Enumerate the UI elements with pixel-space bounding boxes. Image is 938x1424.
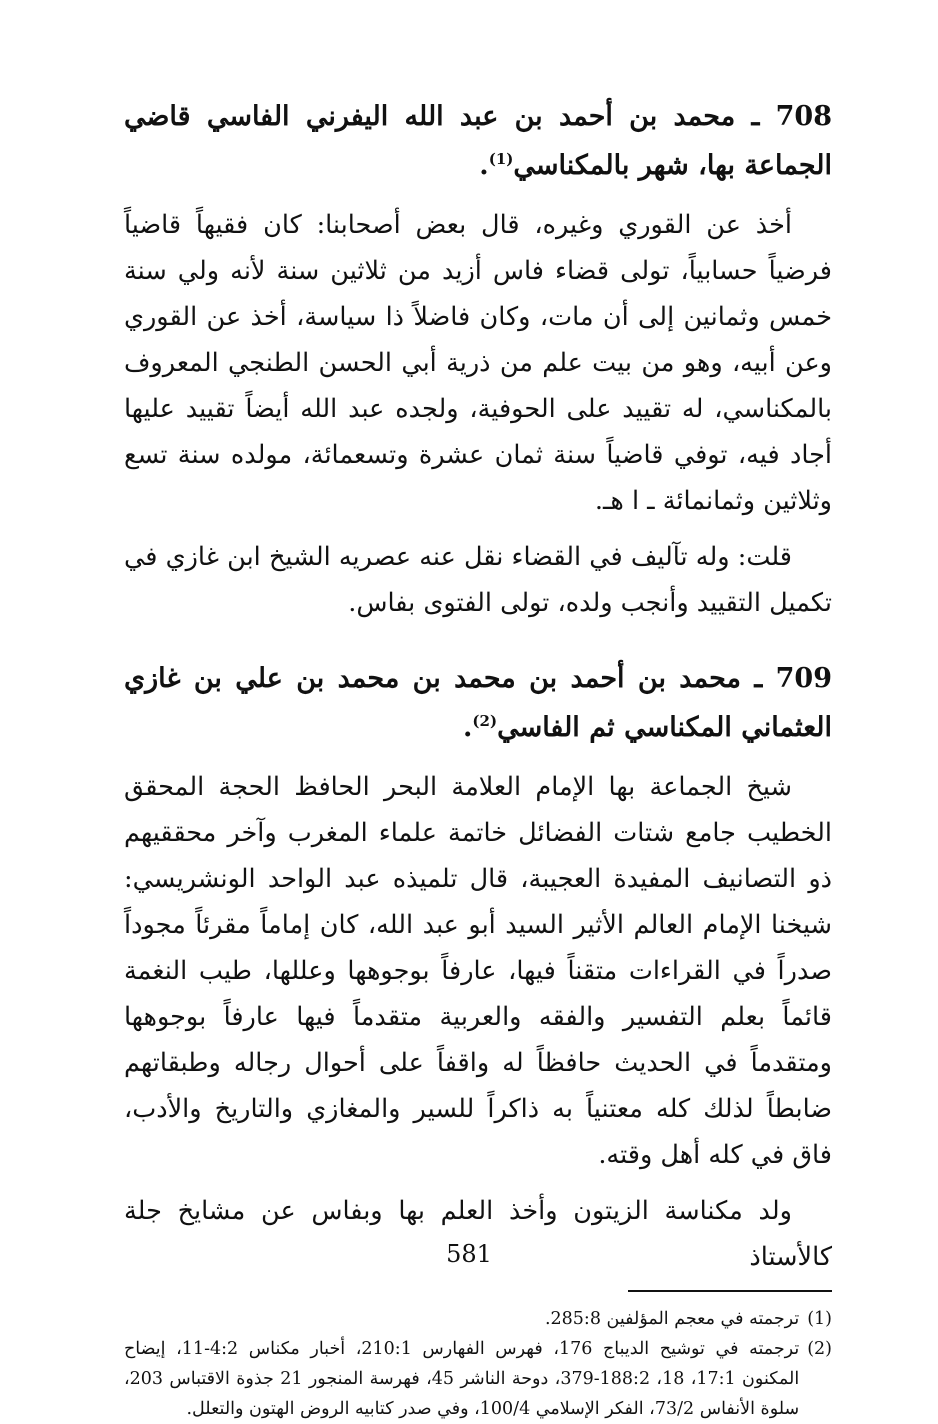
page-number: 581 [446, 1240, 492, 1268]
entry-709-heading-end: . [463, 712, 473, 743]
entry-spacer [124, 636, 832, 654]
footnote-2-number: (2) [807, 1339, 832, 1359]
entry-708-paragraph-1: أخذ عن القوري وغيره، قال بعض أصحابنا: كان فقيهاً قاضياً فرضياً حسابياً، تولى قضاء فاس أزيد من ثلاثين سنة لأنه ولي سنة خمس وثمانين إلى أن مات، وكان فاضلاً ذا سياسة، أخذ عن القوري وعن أبيه، وهو من بيت علم من ذرية أبي الحسن الطنجي المعروف بالمكناسي، له تقييد على الحوفية، ولجده عبد الله أيضاً تقييد عليها أجاد فيه، توفي قاضياً سنة ثمان عشرة وتسعمائة، مولده سنة تسع وثلاثين وثمانمائة ـ ا هـ. [124, 210, 832, 516]
entry-708-footnote-ref: (1) [488, 150, 514, 168]
entry-709-heading [124, 654, 832, 752]
entry-708-paragraph-2: قلت: وله تآليف في القضاء نقل عنه عصريه الشيخ ابن غازي في تكميل التقييد وأنجب ولده، تولى الفتوى بفاس. [124, 542, 832, 618]
footnote-1-number: (1) [807, 1309, 832, 1329]
footnotes [124, 1304, 832, 1424]
entry-709-footnote-ref: (2) [472, 712, 498, 730]
footnote-divider [628, 1290, 832, 1292]
entry-709-paragraph-2: ولد مكناسة الزيتون وأخذ العلم بها وبفاس عن مشايخ جلة كالأستاذ [124, 1196, 832, 1272]
entry-708-heading-end: . [479, 150, 489, 181]
footnote-2 [124, 1334, 832, 1424]
entry-709-heading-text: 709 ـ محمد بن أحمد بن محمد بن محمد بن علي بن غازي العثماني المكناسي ثم الفاسي [124, 663, 832, 743]
entry-708-heading [124, 92, 832, 190]
footnote-1-text: ترجمته في معجم المؤلفين 285:8. [544, 1309, 800, 1329]
entry-709-paragraph-1: شيخ الجماعة بها الإمام العلامة البحر الحافظ الحجة المحقق الخطيب جامع شتات الفضائل خاتمة علماء المغرب وآخر محققيهم ذو التصانيف المفيدة العجيبة، قال تلميذه عبد الواحد الونشريسي: شيخنا الإمام العالم الأثير السيد أبو عبد الله، كان إماماً مقرئاً مجوداً صدراً في القراءات متقناً فيها، عارفاً بوجوهها وعللها، طيب النغمة قائماً بعلم التفسير والفقه والعربية متقدماً فيها عارفاً بوجوهها ومتقدماً في الحديث حافظاً له واقفاً على أحوال رجاله وطبقاتهم ضابطاً لذلك كله معتنياً به ذاكراً للسير والمغازي والتاريخ والأدب، فاق في كله أهل وقته. [124, 772, 833, 1170]
footnote-2-text: ترجمته في توشيح الديباج 176، فهرس الفهارس 210:1، أخبار مكناس 4:2-11، إيضاح المكنون 17:1، 18، 188:2-379، دوحة الناشر 45، فهرسة المنجور 21 جذوة الاقتباس 203، سلوة الأنفاس 73/2، الفكر الإسلامي 100/4، وفي صدر كتابيه الروض الهتون والتعلل. [124, 1339, 800, 1419]
footnote-1 [124, 1304, 832, 1334]
entry-708-heading-text: 708 ـ محمد بن أحمد بن عبد الله اليفرني الفاسي قاضي الجماعة بها، شهر بالمكناسي [124, 101, 832, 181]
